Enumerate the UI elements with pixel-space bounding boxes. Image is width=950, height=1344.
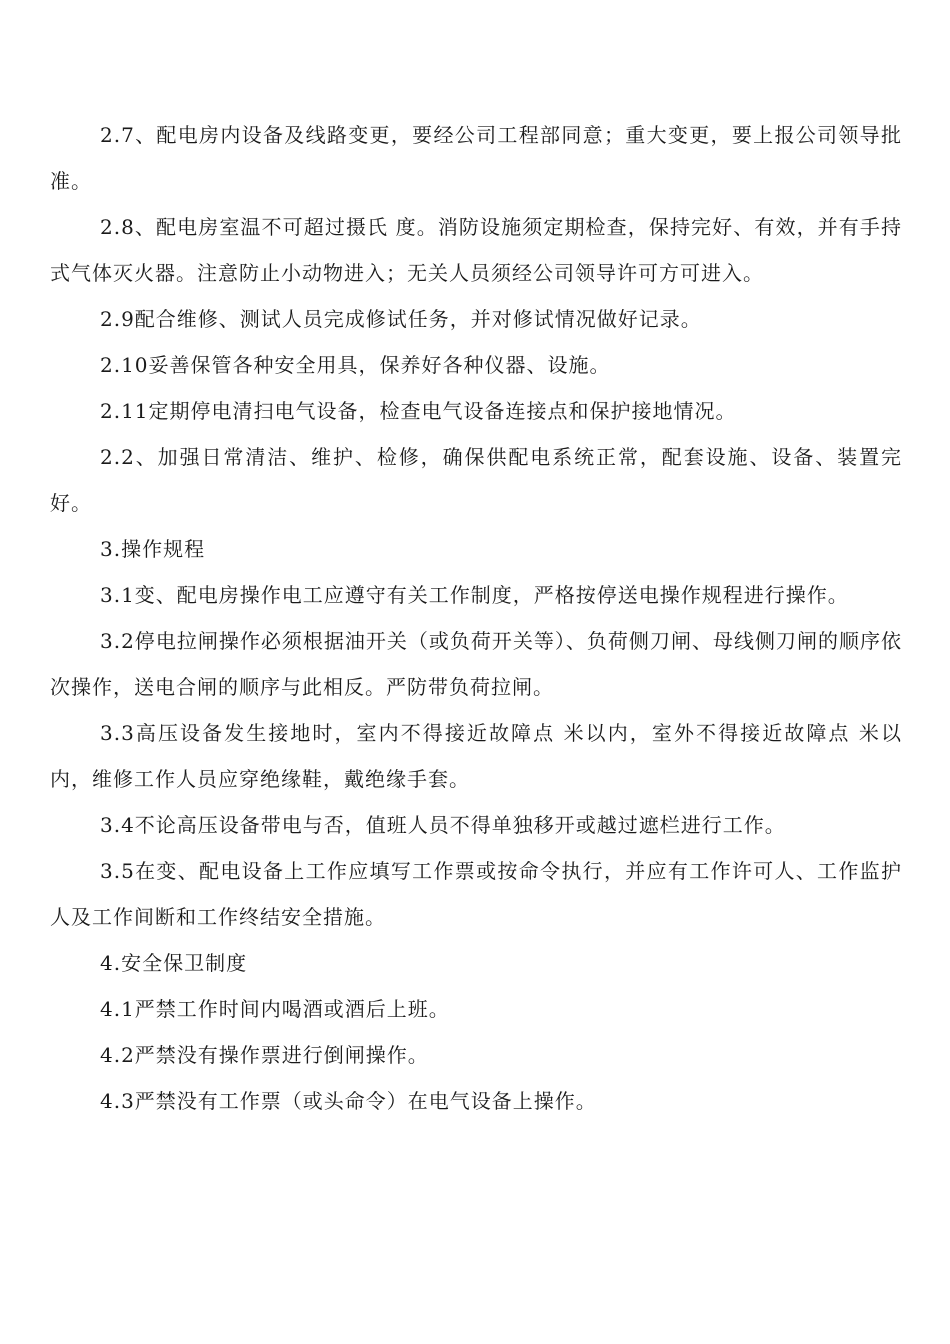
paragraph-2-10: 2.10妥善保管各种安全用具，保养好各种仪器、设施。 <box>100 353 611 377</box>
paragraph-4-2: 4.2严禁没有操作票进行倒闸操作。 <box>100 1043 429 1067</box>
paragraph-3-4: 3.4不论高压设备带电与否，值班人员不得单独移开或越过遮栏进行工作。 <box>100 813 786 837</box>
paragraph-2-7: 2.7、配电房内设备及线路变更，要经公司工程部同意；重大变更，要上报公司领导批准。 <box>50 123 902 193</box>
paragraph-3-1: 3.1变、配电房操作电工应遵守有关工作制度，严格按停送电操作规程进行操作。 <box>100 583 849 607</box>
paragraph-3-2: 3.2停电拉闸操作必须根据油开关（或负荷开关等）、负荷侧刀闸、母线侧刀闸的顺序依次操作，送电合闸的顺序与此相反。严防带负荷拉闸。 <box>50 629 902 699</box>
paragraph-2-2: 2.2、加强日常清洁、维护、检修，确保供配电系统正常，配套设施、设备、装置完好。 <box>50 445 902 515</box>
paragraph-4-1: 4.1严禁工作时间内喝酒或酒后上班。 <box>100 997 450 1021</box>
paragraph-4-3: 4.3严禁没有工作票（或头命令）在电气设备上操作。 <box>100 1089 597 1113</box>
paragraph-2-11: 2.11定期停电清扫电气设备，检查电气设备连接点和保护接地情况。 <box>100 399 737 423</box>
document-body <box>50 112 902 1124</box>
paragraph-2-9: 2.9配合维修、测试人员完成修试任务，并对修试情况做好记录。 <box>100 307 702 331</box>
paragraph-3-5: 3.5在变、配电设备上工作应填写工作票或按命令执行，并应有工作许可人、工作监护人及工作间断和工作终结安全措施。 <box>50 859 902 929</box>
paragraph-3-3: 3.3高压设备发生接地时，室内不得接近故障点 米以内，室外不得接近故障点 米以内，维修工作人员应穿绝缘鞋，戴绝缘手套。 <box>50 721 902 791</box>
section-heading-3: 3.操作规程 <box>100 537 206 561</box>
paragraph-2-8: 2.8、配电房室温不可超过摄氏 度。消防设施须定期检查，保持完好、有效，并有手持式气体灭火器。注意防止小动物进入；无关人员须经公司领导许可方可进入。 <box>50 215 902 285</box>
section-heading-4: 4.安全保卫制度 <box>100 951 248 975</box>
